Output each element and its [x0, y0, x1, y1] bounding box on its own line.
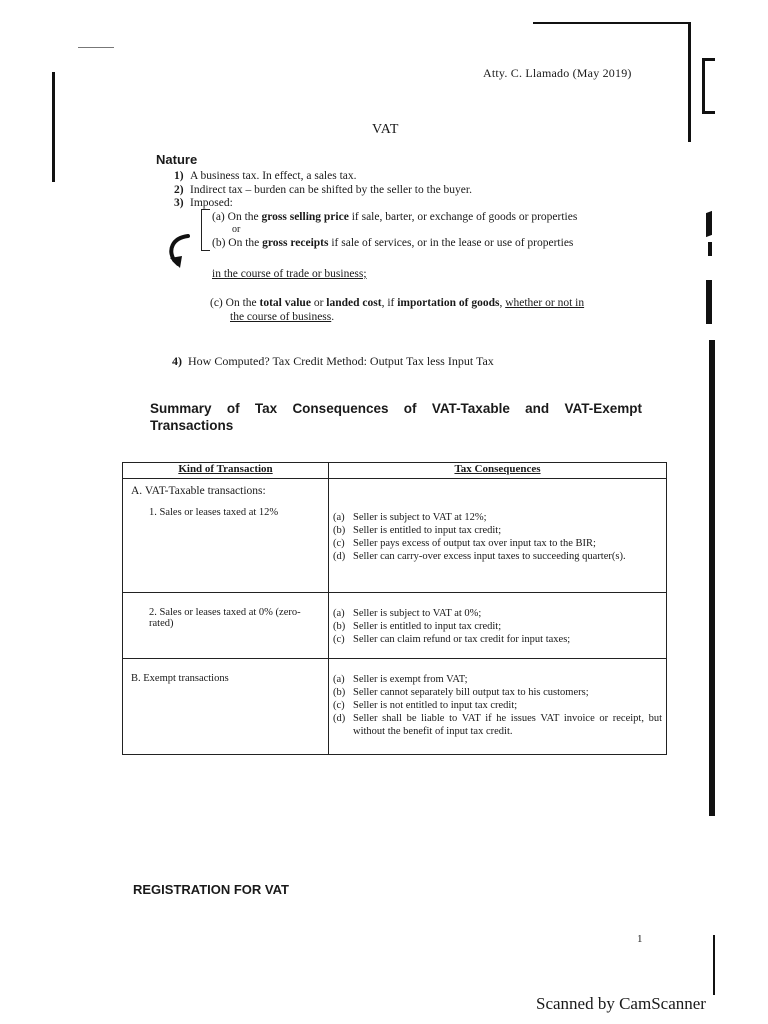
scanner-watermark: Scanned by CamScanner	[536, 994, 706, 1013]
consequences-cell	[329, 593, 667, 659]
scan-edge-mark	[706, 280, 712, 324]
document-author: Atty. C. Llamado (May 2019)	[483, 66, 632, 80]
column-header-kind: Kind of Transaction	[123, 463, 329, 479]
nature-item: 1) A business tax. In effect, a sales tax.	[174, 170, 357, 182]
table-row	[123, 479, 667, 593]
list-item: (b) Seller is entitled to input tax credit;	[333, 525, 502, 536]
list-item: (a) Seller is subject to VAT at 12%;	[333, 512, 487, 523]
list-item: (a) Seller is subject to VAT at 0%;	[333, 608, 482, 619]
group-label: A. VAT-Taxable transactions:	[131, 485, 266, 497]
column-header-consequences: Tax Consequences	[329, 463, 667, 479]
curved-arrow-icon	[164, 230, 194, 279]
nature-item-computed: 4) How Computed? Tax Credit Method: Output Tax less Input Tax	[172, 354, 494, 368]
list-item: (b) Seller cannot separately bill output tax to his customers;	[333, 687, 589, 698]
document-title: VAT	[372, 122, 399, 137]
scan-edge-mark	[708, 242, 712, 256]
scan-edge-mark	[78, 47, 114, 48]
scan-edge-mark	[702, 58, 715, 114]
imposed-item-b: (b) On the gross receipts if sale of services, or in the lease or use of properties	[212, 237, 574, 249]
scan-edge-line	[533, 22, 689, 24]
kind-cell: B. Exempt transactions	[123, 659, 329, 755]
imposed-course-note: in the course of trade or business;	[212, 268, 367, 280]
page-number: 1	[637, 933, 643, 945]
kind-cell	[123, 479, 329, 593]
list-item: (a) Seller is exempt from VAT;	[333, 674, 468, 685]
imposed-item-a: (a) On the gross selling price if sale, barter, or exchange of goods or properties	[212, 211, 578, 223]
consequences-cell	[329, 479, 667, 593]
scan-edge-mark	[713, 935, 715, 995]
summary-heading: Summary of Tax Consequences of VAT-Taxable and VAT-Exempt Transactions	[150, 401, 642, 433]
imposed-or: or	[232, 224, 241, 235]
bracket-mark	[201, 209, 210, 251]
nature-item: 3) Imposed:	[174, 197, 233, 209]
list-item: (c) Seller pays excess of output tax over input tax to the BIR;	[333, 538, 596, 549]
list-item: (d) Seller shall be liable to VAT if he issues VAT invoice or receipt, but without the benefit of input tax credit.	[333, 713, 662, 737]
table-header-row	[123, 463, 667, 479]
list-item: (b) Seller is entitled to input tax credit;	[333, 621, 502, 632]
list-item: (c) Seller can claim refund or tax credit for input taxes;	[333, 634, 571, 645]
tax-consequences-table	[122, 462, 667, 755]
table-row	[123, 593, 667, 659]
scan-edge-line	[688, 22, 691, 142]
section-heading-registration: REGISTRATION FOR VAT	[133, 882, 289, 897]
scan-edge-mark	[709, 340, 715, 816]
scan-edge-mark	[52, 72, 55, 182]
kind-text: 1. Sales or leases taxed at 12%	[149, 507, 279, 518]
imposed-item-c-cont: the course of business.	[230, 311, 335, 323]
kind-cell: 2. Sales or leases taxed at 0% (zero-rated)	[123, 593, 329, 659]
consequences-cell	[329, 659, 667, 755]
nature-item: 2) Indirect tax – burden can be shifted by the seller to the buyer.	[174, 184, 472, 196]
list-item: (d) Seller can carry-over excess input taxes to succeeding quarter(s).	[333, 551, 626, 562]
scan-edge-mark	[706, 211, 712, 237]
imposed-item-c: (c) On the total value or landed cost, if importation of goods, whether or not in	[210, 297, 585, 309]
list-item: (c) Seller is not entitled to input tax credit;	[333, 700, 518, 711]
section-heading-nature: Nature	[156, 152, 198, 167]
table-row	[123, 659, 667, 755]
